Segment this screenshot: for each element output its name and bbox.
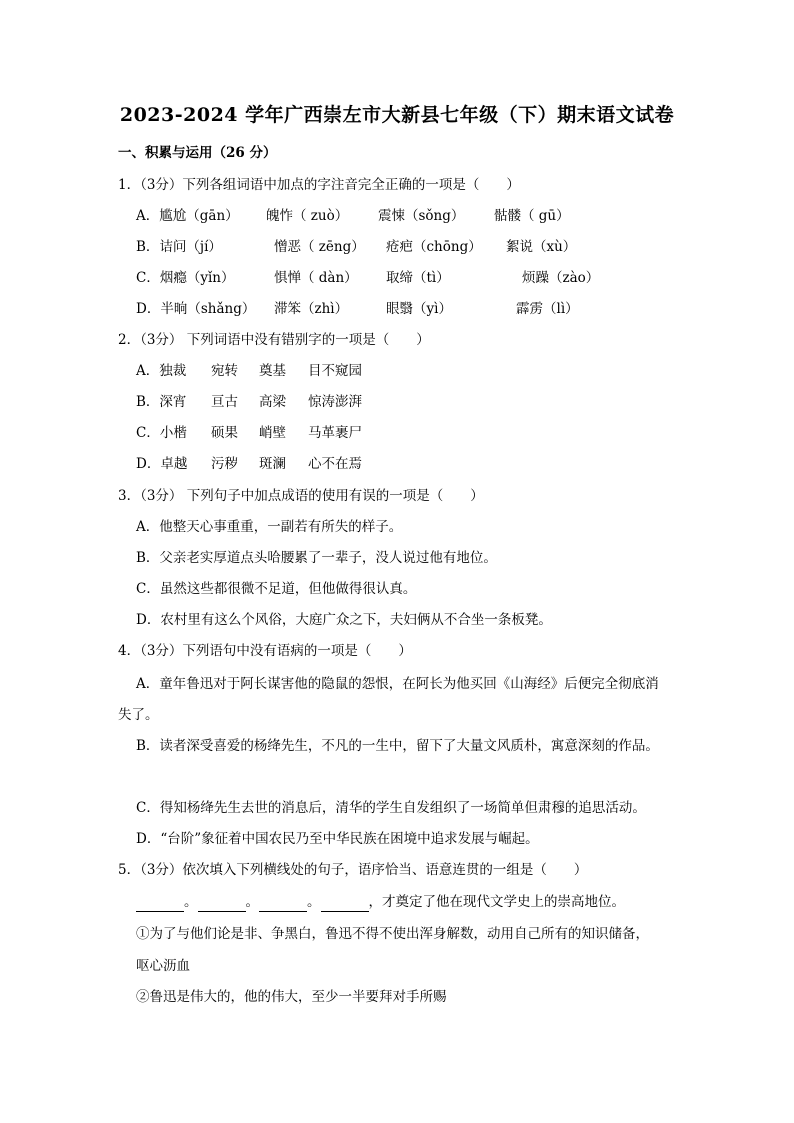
option-cell: D．半晌（shǎng） xyxy=(136,301,256,317)
question-5-item-2: ②鲁迅是伟大的，他的伟大，至少一半要拜对手所赐 xyxy=(136,989,447,1005)
question-4-option-d: D．“台阶”象征着中国农民乃至中华民族在困境中追求发展与崛起。 xyxy=(136,831,539,847)
option-cell: C．烟瘾（yǐn） xyxy=(136,270,235,286)
question-5-item-1: ①为了与他们论是非、争黑白，鲁迅不得不使出浑身解数，动用自己所有的知识储备， xyxy=(136,926,649,942)
question-4-option-a-cont: 失了。 xyxy=(118,707,159,723)
answer-blank[interactable] xyxy=(136,895,184,912)
option-cell: D．卓越 xyxy=(136,456,188,472)
option-cell: 滞笨（zhì） xyxy=(274,301,349,317)
blank-separator: ， xyxy=(368,894,382,910)
option-cell: 憎恶（ zēng） xyxy=(274,239,365,255)
option-cell: C．小楷 xyxy=(136,425,187,441)
option-cell: 宛转 xyxy=(211,363,238,379)
option-cell: 马革裹尸 xyxy=(308,425,362,441)
option-cell: 硕果 xyxy=(211,425,238,441)
question-3-stem: 3．（3分） 下列句子中加点成语的使用有误的一项是（ ） xyxy=(118,488,484,504)
blank-separator: 。 xyxy=(307,894,321,910)
question-1-stem: 1．（3分）下列各组词语中加点的字注音完全正确的一项是（ ） xyxy=(118,177,520,193)
option-cell: 奠基 xyxy=(259,363,286,379)
option-cell: 峭壁 xyxy=(259,425,286,441)
option-cell: 心不在焉 xyxy=(308,456,362,472)
question-5-item-1-cont: 呕心沥血 xyxy=(136,958,190,974)
question-3-option-c: C．虽然这些都很微不足道，但他做得很认真。 xyxy=(136,581,417,597)
question-2-stem: 2．（3分） 下列词语中没有错别字的一项是（ ） xyxy=(118,332,430,348)
answer-blank[interactable] xyxy=(259,895,307,912)
blank-separator: 。 xyxy=(245,894,259,910)
question-5-fill-line xyxy=(136,892,625,912)
option-cell: B．诘问（jí） xyxy=(136,239,222,255)
option-cell: 絮说（xù） xyxy=(506,239,577,255)
question-4-stem: 4．（3分）下列语句中没有语病的一项是（ ） xyxy=(118,643,412,659)
question-4-option-b: B．读者深受喜爱的杨绛先生，不凡的一生中，留下了大量文风质朴，寓意深刻的作品。 xyxy=(136,738,659,754)
fill-line-tail: 才奠定了他在现代文学史上的崇高地位。 xyxy=(382,894,625,910)
question-5-stem: 5．（3分）依次填入下列横线处的句子，语序恰当、语意连贯的一组是（ ） xyxy=(118,862,588,878)
option-cell: 眼翳（yì） xyxy=(386,301,452,317)
option-cell: 污秽 xyxy=(211,456,238,472)
option-cell: 震悚（sǒng） xyxy=(378,208,465,224)
option-cell: A．独裁 xyxy=(136,363,187,379)
option-cell: 目不窥园 xyxy=(308,363,362,379)
question-3-option-b: B．父亲老实厚道点头哈腰累了一辈子，没人说过他有地位。 xyxy=(136,550,497,566)
answer-blank[interactable] xyxy=(321,895,369,912)
question-3-option-a: A．他整天心事重重，一副若有所失的样子。 xyxy=(136,519,403,535)
option-cell: 高梁 xyxy=(259,394,286,410)
option-cell: 魄怍（ zuò） xyxy=(266,208,349,224)
option-cell: 亘古 xyxy=(211,394,238,410)
answer-blank[interactable] xyxy=(198,895,246,912)
option-cell: 骷髅（ gū） xyxy=(494,208,570,224)
blank-separator: 。 xyxy=(184,894,198,910)
option-cell: 惧惮（ dàn） xyxy=(274,270,358,286)
option-cell: 惊涛澎湃 xyxy=(308,394,362,410)
option-cell: 烦躁（zào） xyxy=(522,270,600,286)
question-3-option-d: D．农村里有这么个风俗，大庭广众之下，夫妇俩从不合坐一条板凳。 xyxy=(136,612,552,628)
option-cell: 取缔（tì） xyxy=(386,270,450,286)
option-cell: B．深宵 xyxy=(136,394,187,410)
exam-title: 2023-2024 学年广西崇左市大新县七年级（下）期末语文试卷 xyxy=(119,104,675,126)
option-cell: 疮疤（chōng） xyxy=(386,239,482,255)
question-4-option-c: C．得知杨绛先生去世的消息后，清华的学生自发组织了一场简单但肃穆的追思活动。 xyxy=(136,800,646,816)
option-cell: 霹雳（lì） xyxy=(516,301,579,317)
option-cell: 斑澜 xyxy=(259,456,286,472)
option-cell: A．尴尬（gān） xyxy=(136,208,239,224)
question-4-option-a: A．童年鲁迅对于阿长谋害他的隐鼠的怨恨，在阿长为他买回《山海经》后便完全彻底消 xyxy=(136,676,659,692)
section-heading: 一、积累与运用（26 分） xyxy=(118,145,277,161)
